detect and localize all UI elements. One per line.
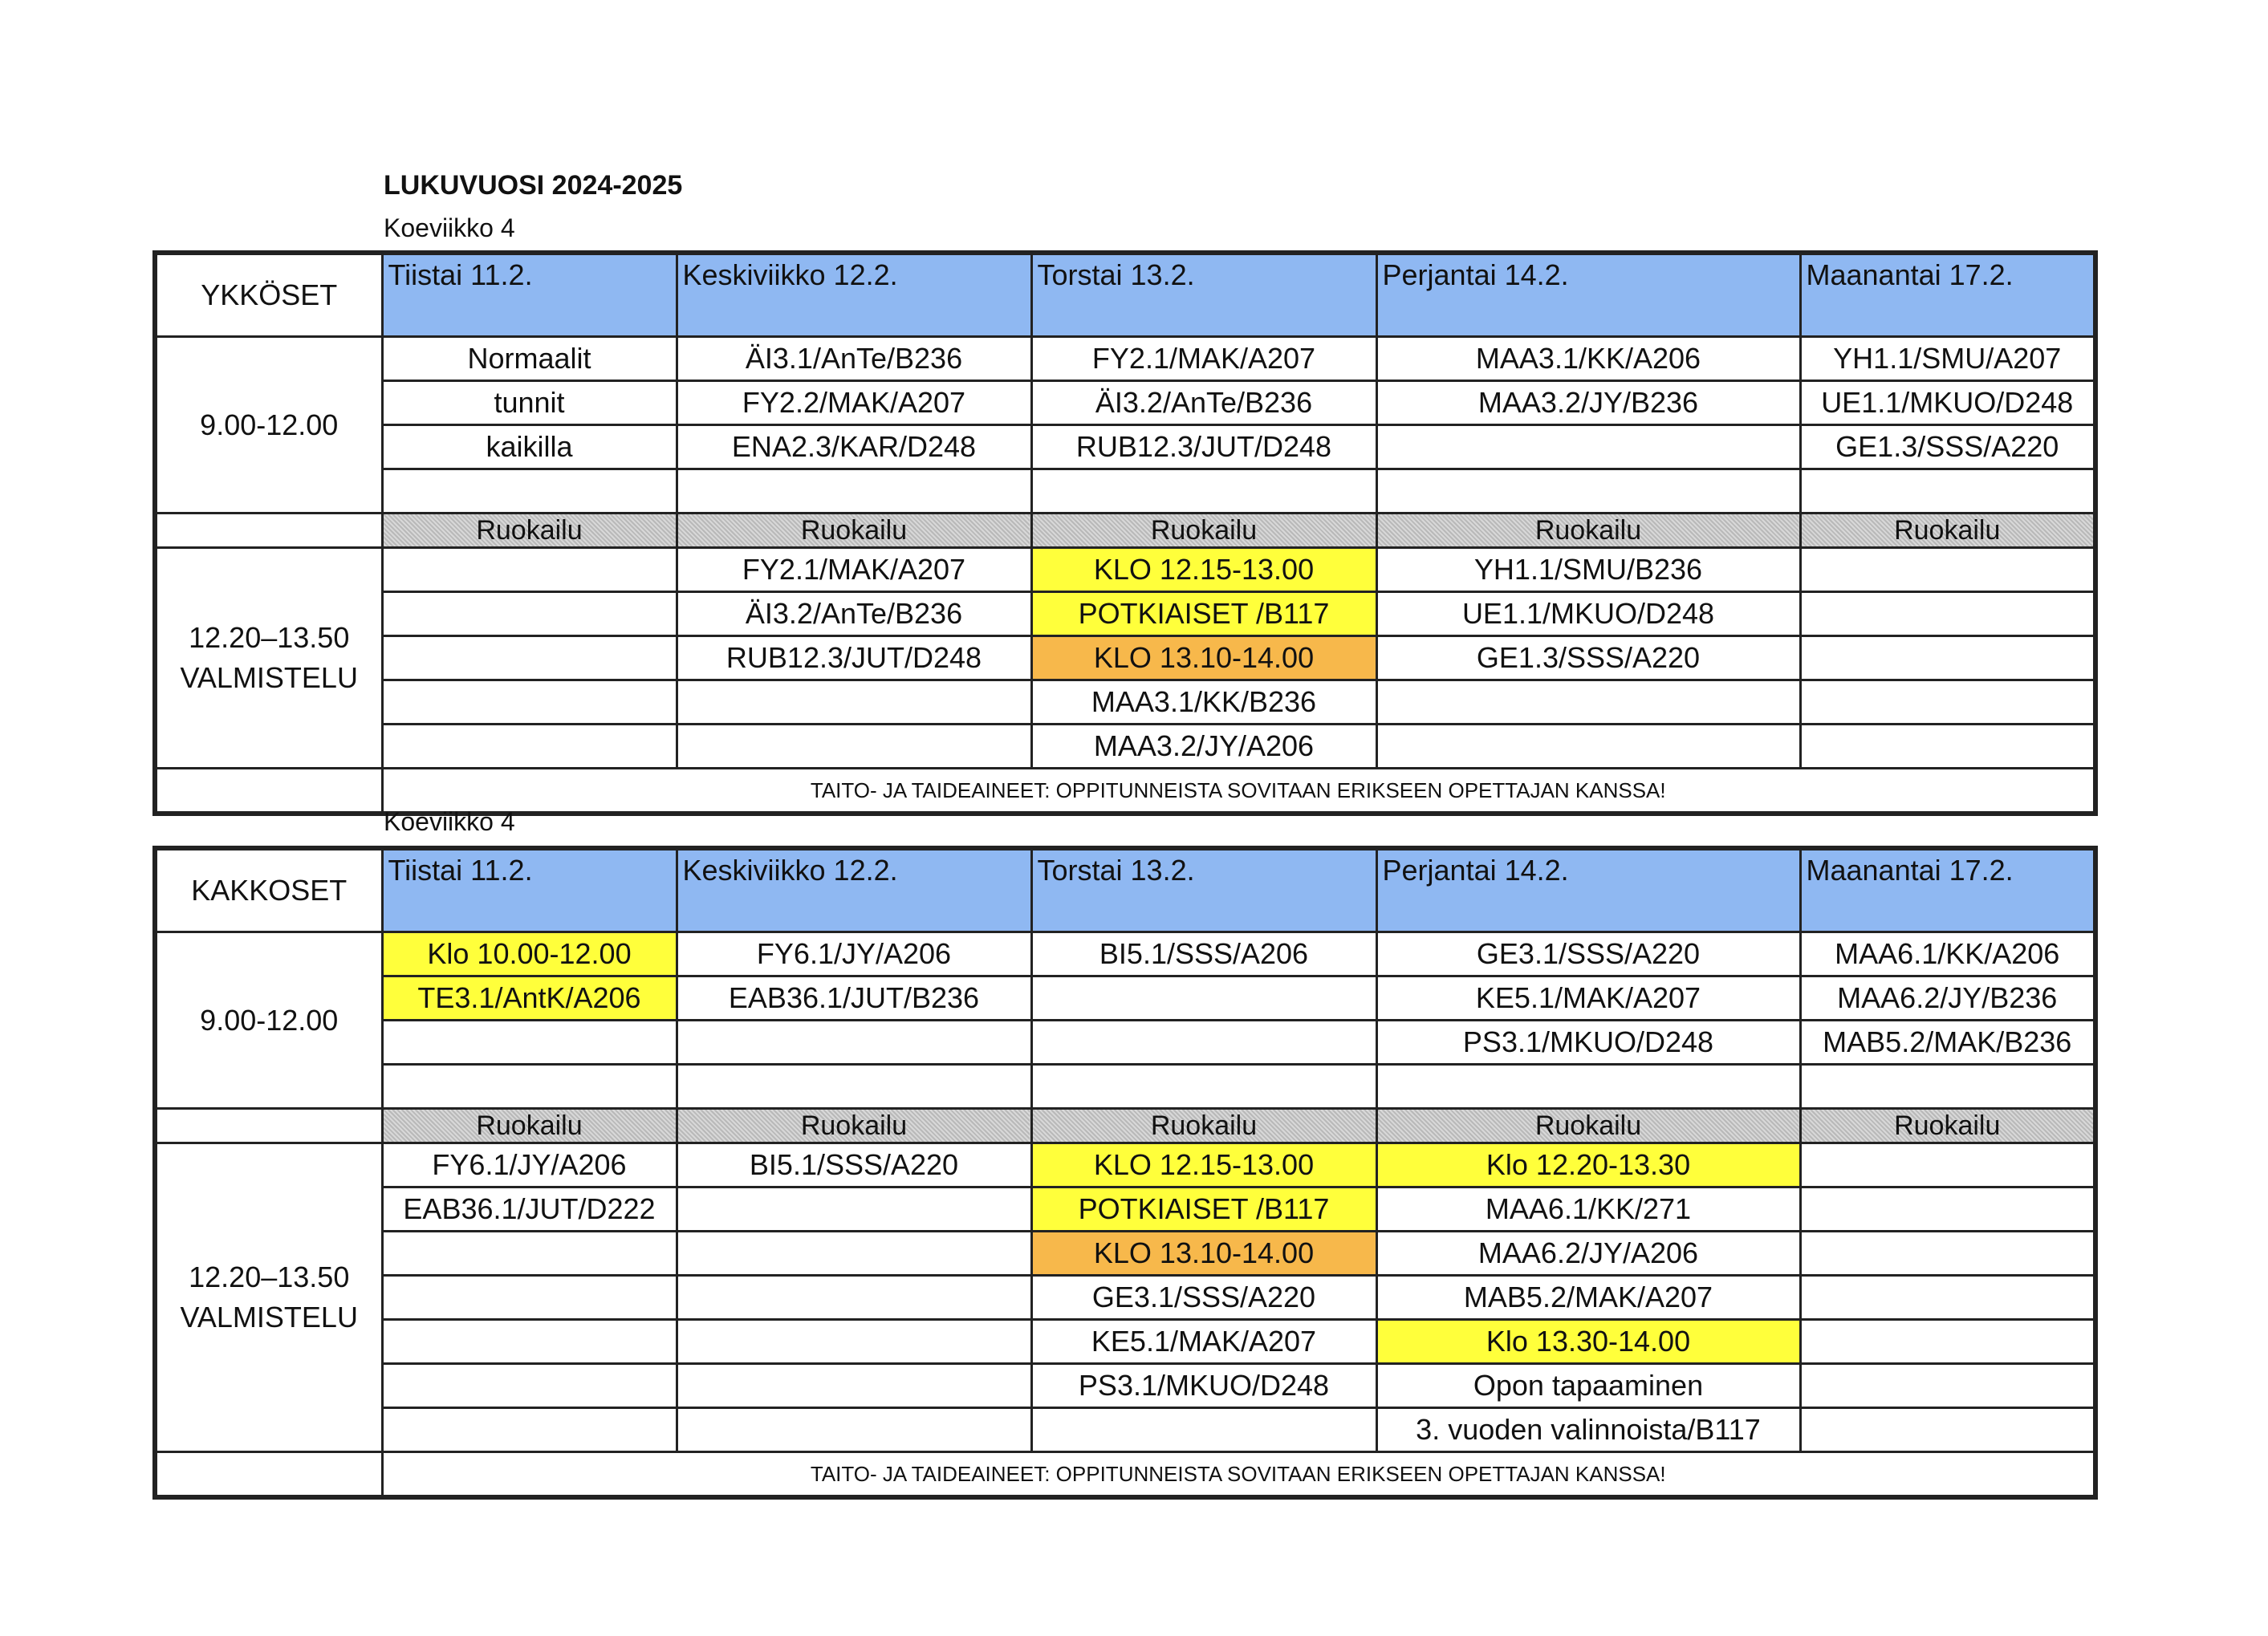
cell [1376, 425, 1800, 469]
afternoon-label: VALMISTELU [180, 661, 358, 694]
cell [1800, 548, 2095, 592]
cell: MAA6.2/JY/A206 [1376, 1232, 1800, 1276]
highlight-cell: Klo 10.00-12.00 [382, 932, 677, 976]
cell: MAA6.1/KK/271 [1376, 1187, 1800, 1232]
lunch-cell: Ruokailu [1800, 514, 2095, 548]
day-header: Maanantai 17.2. [1800, 253, 2095, 337]
day-header: Maanantai 17.2. [1800, 848, 2095, 932]
cell [1800, 636, 2095, 680]
cell [382, 1065, 677, 1109]
empty-cell [155, 769, 382, 814]
day-header: Keskiviikko 12.2. [677, 848, 1031, 932]
cell: RUB12.3/JUT/D248 [1031, 425, 1376, 469]
time-label: 9.00-12.00 [155, 932, 382, 1109]
cell [1031, 1408, 1376, 1452]
cell: MAA6.2/JY/B236 [1800, 976, 2095, 1021]
cell: GE1.3/SSS/A220 [1800, 425, 2095, 469]
cell: GE3.1/SSS/A220 [1031, 1276, 1376, 1320]
highlight-cell: Klo 13.30-14.00 [1376, 1320, 1800, 1364]
day-header: Perjantai 14.2. [1376, 253, 1800, 337]
cell [1376, 725, 1800, 769]
cell: YH1.1/SMU/A207 [1800, 337, 2095, 381]
cell: UE1.1/MKUO/D248 [1800, 381, 2095, 425]
lunch-cell: Ruokailu [382, 1109, 677, 1143]
cell: ÄI3.2/AnTe/B236 [1031, 381, 1376, 425]
day-header: Torstai 13.2. [1031, 253, 1376, 337]
document-title: LUKUVUOSI 2024-2025 [384, 170, 683, 201]
cell: KE5.1/MAK/A207 [1376, 976, 1800, 1021]
cell [1800, 1276, 2095, 1320]
cell [677, 1364, 1031, 1408]
cell: UE1.1/MKUO/D248 [1376, 592, 1800, 636]
lunch-cell: Ruokailu [677, 1109, 1031, 1143]
highlight-cell: POTKIAISET /B117 [1031, 592, 1376, 636]
cell: EAB36.1/JUT/D222 [382, 1187, 677, 1232]
cell [677, 680, 1031, 725]
afternoon-time: 12.20–13.50 [189, 621, 350, 654]
cell [677, 1021, 1031, 1065]
cell: FY2.1/MAK/A207 [677, 548, 1031, 592]
week-label: Koeviikko 4 [384, 807, 515, 836]
highlight-cell: KLO 13.10-14.00 [1031, 636, 1376, 680]
cell [382, 725, 677, 769]
cell [1800, 1065, 2095, 1109]
lunch-cell: Ruokailu [1376, 514, 1800, 548]
lunch-cell: Ruokailu [677, 514, 1031, 548]
cell [1800, 1232, 2095, 1276]
cell [1800, 469, 2095, 514]
group-label: KAKKOSET [155, 848, 382, 932]
cell: MAB5.2/MAK/B236 [1800, 1021, 2095, 1065]
cell: kaikilla [382, 425, 677, 469]
cell [382, 1408, 677, 1452]
cell [1376, 469, 1800, 514]
cell: FY2.2/MAK/A207 [677, 381, 1031, 425]
empty-cell [155, 1109, 382, 1143]
cell [382, 1232, 677, 1276]
cell: BI5.1/SSS/A220 [677, 1143, 1031, 1187]
note-text: TAITO- JA TAIDEAINEET: OPPITUNNEISTA SOVITAAN ERIKSEEN OPETTAJAN KANSSA! [382, 1452, 2095, 1498]
cell: FY6.1/JY/A206 [677, 932, 1031, 976]
cell [677, 1187, 1031, 1232]
cell [1031, 1065, 1376, 1109]
schedule-table-ykkoset [152, 250, 2098, 816]
cell [1800, 1364, 2095, 1408]
cell: YH1.1/SMU/B236 [1376, 548, 1800, 592]
cell [382, 1364, 677, 1408]
cell [677, 725, 1031, 769]
cell: BI5.1/SSS/A206 [1031, 932, 1376, 976]
cell: 3. vuoden valinnoista/B117 [1376, 1408, 1800, 1452]
afternoon-label: VALMISTELU [180, 1301, 358, 1334]
cell [382, 680, 677, 725]
cell [1800, 680, 2095, 725]
highlight-cell: KLO 12.15-13.00 [1031, 1143, 1376, 1187]
cell [677, 1232, 1031, 1276]
cell: EAB36.1/JUT/B236 [677, 976, 1031, 1021]
cell: ENA2.3/KAR/D248 [677, 425, 1031, 469]
cell [1376, 680, 1800, 725]
cell: GE3.1/SSS/A220 [1376, 932, 1800, 976]
cell [677, 1065, 1031, 1109]
cell [382, 1320, 677, 1364]
lunch-cell: Ruokailu [1031, 1109, 1376, 1143]
note-text: TAITO- JA TAIDEAINEET: OPPITUNNEISTA SOVITAAN ERIKSEEN OPETTAJAN KANSSA! [382, 769, 2095, 814]
cell [677, 469, 1031, 514]
cell: RUB12.3/JUT/D248 [677, 636, 1031, 680]
cell: ÄI3.2/AnTe/B236 [677, 592, 1031, 636]
time-label [155, 1143, 382, 1452]
highlight-cell: POTKIAISET /B117 [1031, 1187, 1376, 1232]
cell: MAA3.1/KK/B236 [1031, 680, 1376, 725]
day-header: Torstai 13.2. [1031, 848, 1376, 932]
time-label: 9.00-12.00 [155, 337, 382, 514]
cell [1800, 1143, 2095, 1187]
cell [382, 548, 677, 592]
cell [677, 1276, 1031, 1320]
cell: MAA3.1/KK/A206 [1376, 337, 1800, 381]
cell: KE5.1/MAK/A207 [1031, 1320, 1376, 1364]
lunch-cell: Ruokailu [1800, 1109, 2095, 1143]
day-header: Perjantai 14.2. [1376, 848, 1800, 932]
cell: FY6.1/JY/A206 [382, 1143, 677, 1187]
empty-cell [155, 1452, 382, 1498]
cell [1800, 592, 2095, 636]
empty-cell [155, 514, 382, 548]
cell: PS3.1/MKUO/D248 [1031, 1364, 1376, 1408]
highlight-cell: KLO 13.10-14.00 [1031, 1232, 1376, 1276]
cell [382, 636, 677, 680]
cell: ÄI3.1/AnTe/B236 [677, 337, 1031, 381]
highlight-cell: KLO 12.15-13.00 [1031, 548, 1376, 592]
cell [1800, 725, 2095, 769]
lunch-cell: Ruokailu [1376, 1109, 1800, 1143]
cell [677, 1408, 1031, 1452]
highlight-cell: Klo 12.20-13.30 [1376, 1143, 1800, 1187]
cell [382, 592, 677, 636]
cell [1376, 1065, 1800, 1109]
highlight-cell: TE3.1/AntK/A206 [382, 976, 677, 1021]
day-header: Tiistai 11.2. [382, 848, 677, 932]
cell [1031, 1021, 1376, 1065]
cell: PS3.1/MKUO/D248 [1376, 1021, 1800, 1065]
cell: Normaalit [382, 337, 677, 381]
cell [1031, 976, 1376, 1021]
group-label: YKKÖSET [155, 253, 382, 337]
cell [1800, 1408, 2095, 1452]
week-label: Koeviikko 4 [384, 213, 515, 242]
cell [382, 1276, 677, 1320]
schedule-table-kakkoset [152, 846, 2098, 1500]
lunch-cell: Ruokailu [382, 514, 677, 548]
day-header: Keskiviikko 12.2. [677, 253, 1031, 337]
cell [1800, 1187, 2095, 1232]
afternoon-time: 12.20–13.50 [189, 1260, 350, 1293]
cell [382, 1021, 677, 1065]
cell: MAA3.2/JY/B236 [1376, 381, 1800, 425]
lunch-cell: Ruokailu [1031, 514, 1376, 548]
cell [677, 1320, 1031, 1364]
cell: Opon tapaaminen [1376, 1364, 1800, 1408]
day-header: Tiistai 11.2. [382, 253, 677, 337]
time-label [155, 548, 382, 769]
cell: GE1.3/SSS/A220 [1376, 636, 1800, 680]
cell: MAA6.1/KK/A206 [1800, 932, 2095, 976]
cell: MAB5.2/MAK/A207 [1376, 1276, 1800, 1320]
cell: tunnit [382, 381, 677, 425]
cell [382, 469, 677, 514]
cell [1800, 1320, 2095, 1364]
cell: FY2.1/MAK/A207 [1031, 337, 1376, 381]
cell [1031, 469, 1376, 514]
cell: MAA3.2/JY/A206 [1031, 725, 1376, 769]
